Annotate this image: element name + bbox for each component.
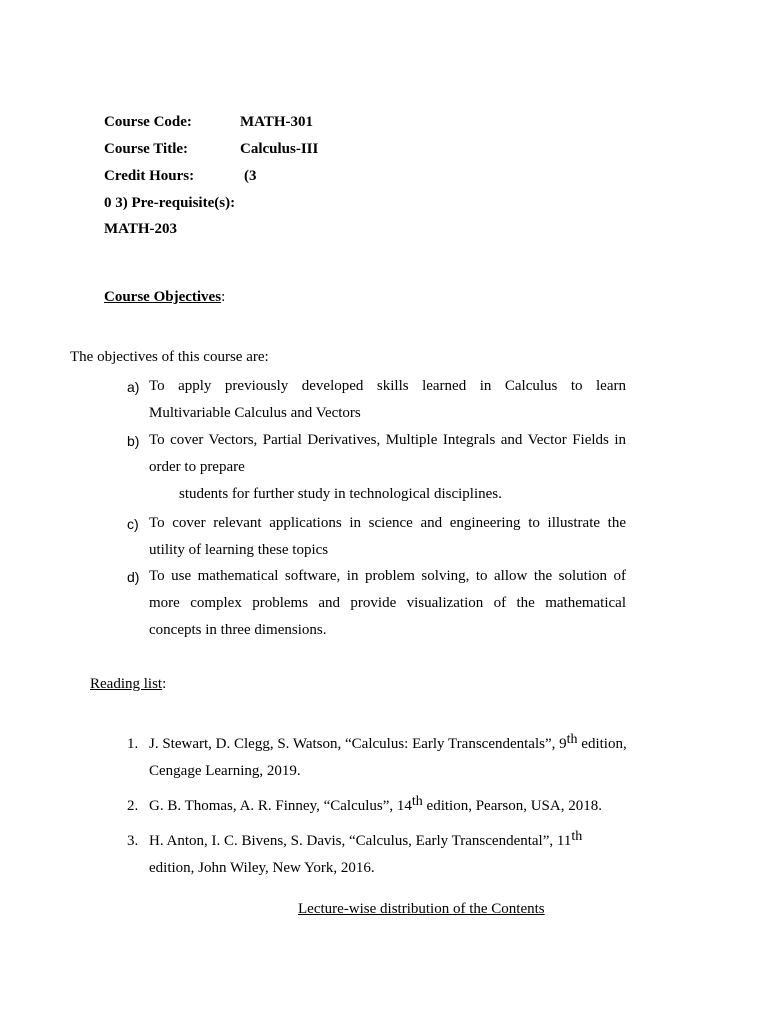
- objective-line: utility of learning these topics: [149, 542, 329, 558]
- reading-marker: 3.: [127, 833, 139, 849]
- objectives-intro: The objectives of this course are:: [70, 349, 269, 365]
- reading-marker: 1.: [127, 736, 139, 752]
- reading-list-heading-text: Reading list: [90, 676, 163, 692]
- credit-hours-value: (3: [244, 168, 257, 184]
- objective-marker: b): [127, 433, 140, 449]
- course-objectives-heading: [104, 289, 225, 306]
- reading-text-before: J. Stewart, D. Clegg, S. Watson, “Calculus: Early Transcendentals”, 9: [149, 736, 567, 752]
- objective-marker: a): [127, 379, 140, 395]
- objective-line: Multivariable Calculus and Vectors: [149, 405, 361, 421]
- reading-text-after: edition, Pearson, USA, 2018.: [422, 798, 602, 814]
- objective-line: To cover Vectors, Partial Derivatives, Multiple Integrals and Vector Fields in: [149, 432, 626, 448]
- reading-list-heading: [90, 676, 166, 693]
- objective-line: To cover relevant applications in science and engineering to illustrate the: [149, 515, 626, 531]
- lecture-distribution-heading: Lecture-wise distribution of the Contents: [298, 901, 545, 917]
- objective-marker: d): [127, 569, 140, 585]
- course-code-label: Course Code:: [104, 114, 192, 130]
- credit-hours-label: Credit Hours:: [104, 168, 195, 184]
- reading-line: [149, 829, 583, 850]
- objective-line: concepts in three dimensions.: [149, 622, 327, 638]
- reading-text-before: H. Anton, I. C. Bivens, S. Davis, “Calculus, Early Transcendental”, 11: [149, 833, 572, 849]
- objective-line: students for further study in technological disciplines.: [179, 486, 502, 502]
- objective-line: To apply previously developed skills learned in Calculus to learn: [149, 378, 626, 394]
- course-objectives-heading-colon: :: [221, 289, 226, 305]
- course-objectives-heading-text: Course Objectives: [104, 289, 222, 305]
- reading-list-heading-colon: :: [162, 676, 167, 692]
- reading-text-before: G. B. Thomas, A. R. Finney, “Calculus”, 14: [149, 798, 412, 814]
- reading-ordinal-sup: th: [571, 829, 583, 844]
- objective-marker: c): [127, 516, 139, 532]
- course-title-label: Course Title:: [104, 141, 189, 157]
- reading-line: [149, 732, 627, 753]
- reading-line-2: edition, John Wiley, New York, 2016.: [149, 860, 375, 876]
- reading-ordinal-sup: th: [411, 794, 423, 809]
- reading-line: [149, 794, 602, 815]
- reading-marker: 2.: [127, 798, 139, 814]
- reading-text-after: edition,: [577, 736, 627, 752]
- reading-line-2: Cengage Learning, 2019.: [149, 763, 301, 779]
- objective-line: order to prepare: [149, 459, 245, 475]
- course-title-value: Calculus-III: [240, 141, 319, 157]
- prerequisite-value: MATH-203: [104, 221, 178, 237]
- reading-ordinal-sup: th: [566, 732, 578, 747]
- prerequisite-label: 0 3) Pre-requisite(s):: [104, 195, 236, 211]
- course-code-value: MATH-301: [240, 114, 314, 130]
- objective-line: To use mathematical software, in problem solving, to allow the solution of: [149, 568, 626, 584]
- objective-line: more complex problems and provide visualization of the mathematical: [149, 595, 626, 611]
